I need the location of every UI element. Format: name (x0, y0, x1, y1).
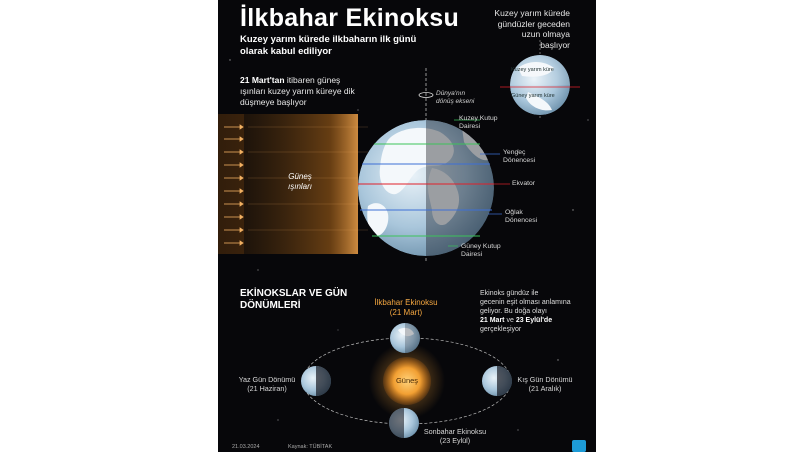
equinox-note-line: geliyor. Bu doğa olayı (480, 308, 547, 315)
orbit-earth-winter (482, 366, 512, 396)
arctic-label-line: Kuzey Kutup (459, 115, 498, 122)
axis-label-line: Dünya'nın (436, 90, 466, 97)
equinox-note-text: ve (504, 317, 516, 324)
sun-label: Güneş (395, 376, 419, 385)
capricorn-label-line: Dönencesi (505, 217, 538, 224)
equinox-date-march: 21 Mart (480, 317, 505, 324)
antarctic-label-line: Dairesi (461, 251, 483, 258)
cancer-label-line: Yengeç (503, 149, 526, 156)
footer-date: 21.03.2024 (232, 444, 260, 450)
axis-label-line: dönüş ekseni (436, 98, 475, 105)
page-title: İlkbahar Ekinoksu (240, 4, 460, 32)
small-globe-south-label: Güney yarım küre (511, 93, 555, 99)
subtitle-line: olarak kabul ediliyor (240, 46, 332, 57)
agency-logo (572, 440, 586, 452)
equinox-note-line: gecenin eşit olması anlamına (480, 299, 571, 306)
small-globe-north-label: Kuzey yarım küre (511, 67, 554, 73)
sun-rays-label-line: ışınları (288, 182, 313, 191)
summer-label-line: (21 Haziran) (247, 384, 287, 393)
march-note-date: 21 Mart'tan (240, 75, 285, 85)
section-title (240, 288, 347, 312)
sun-rays-label-line: Güneş (288, 172, 312, 181)
spring-label-line: İlkbahar Ekinoksu (374, 298, 438, 307)
arctic-circle-label (459, 115, 498, 131)
tropic-capricorn-label (505, 209, 537, 225)
cancer-label-line: Dönencesi (503, 157, 536, 164)
march-note-text: itibaren güneş (284, 75, 341, 85)
equinox-date-september: 23 Eylül'de (515, 317, 553, 324)
arctic-label-line: Dairesi (459, 123, 481, 130)
autumn-equinox-label (420, 427, 490, 445)
note-line: uzun olmaya (521, 29, 570, 39)
orbit-earth-spring (390, 323, 420, 353)
section-title-line: DÖNÜMLERİ (240, 300, 301, 311)
note-line: gündüzler geceden (497, 18, 570, 29)
equator-label: Ekvator (512, 180, 536, 187)
orbit-earth-autumn (389, 408, 419, 438)
section-title-line: EKİNOKSLAR VE GÜN (240, 288, 348, 299)
equinox-note-line: gerçekleşiyor (480, 326, 522, 333)
antarctic-label-line: Güney Kutup (461, 243, 501, 250)
summer-label-line: Yaz Gün Dönümü (238, 375, 296, 384)
capricorn-label-line: Oğlak (505, 209, 523, 216)
subtitle (240, 34, 416, 58)
winter-label-line: (21 Aralık) (528, 384, 562, 393)
note-line: başlıyor (540, 39, 570, 50)
note-line: Kuzey yarım kürede (494, 8, 570, 18)
winter-solstice-label (514, 375, 576, 393)
antarctic-circle-label (461, 243, 501, 259)
orbit-earth-summer (301, 366, 331, 396)
small-globe (510, 55, 570, 115)
summer-solstice-label (236, 375, 298, 393)
subtitle-line: Kuzey yarım kürede ilkbaharın ilk günü (240, 34, 417, 45)
sun-rays-label (288, 172, 312, 192)
autumn-label-line: Sonbahar Ekinoksu (423, 427, 487, 436)
march-note-line: ışınları kuzey yarım küreye dik (240, 86, 355, 96)
equinox-note-line: Ekinoks gündüz ile (480, 290, 539, 297)
axis-label (436, 90, 474, 106)
infographic-poster (218, 0, 596, 452)
winter-label-line: Kış Gün Dönümü (517, 375, 573, 384)
equinox-note (480, 289, 590, 334)
autumn-label-line: (23 Eylül) (439, 436, 471, 445)
tropic-cancer-label (503, 149, 535, 165)
footer-source: Kaynak: TÜBİTAK (288, 444, 333, 450)
top-right-note (494, 8, 570, 50)
march-note (240, 75, 355, 108)
spring-equinox-label (368, 298, 444, 318)
march-note-line: düşmeye başlıyor (240, 97, 307, 107)
spring-label-line: (21 Mart) (389, 308, 423, 317)
